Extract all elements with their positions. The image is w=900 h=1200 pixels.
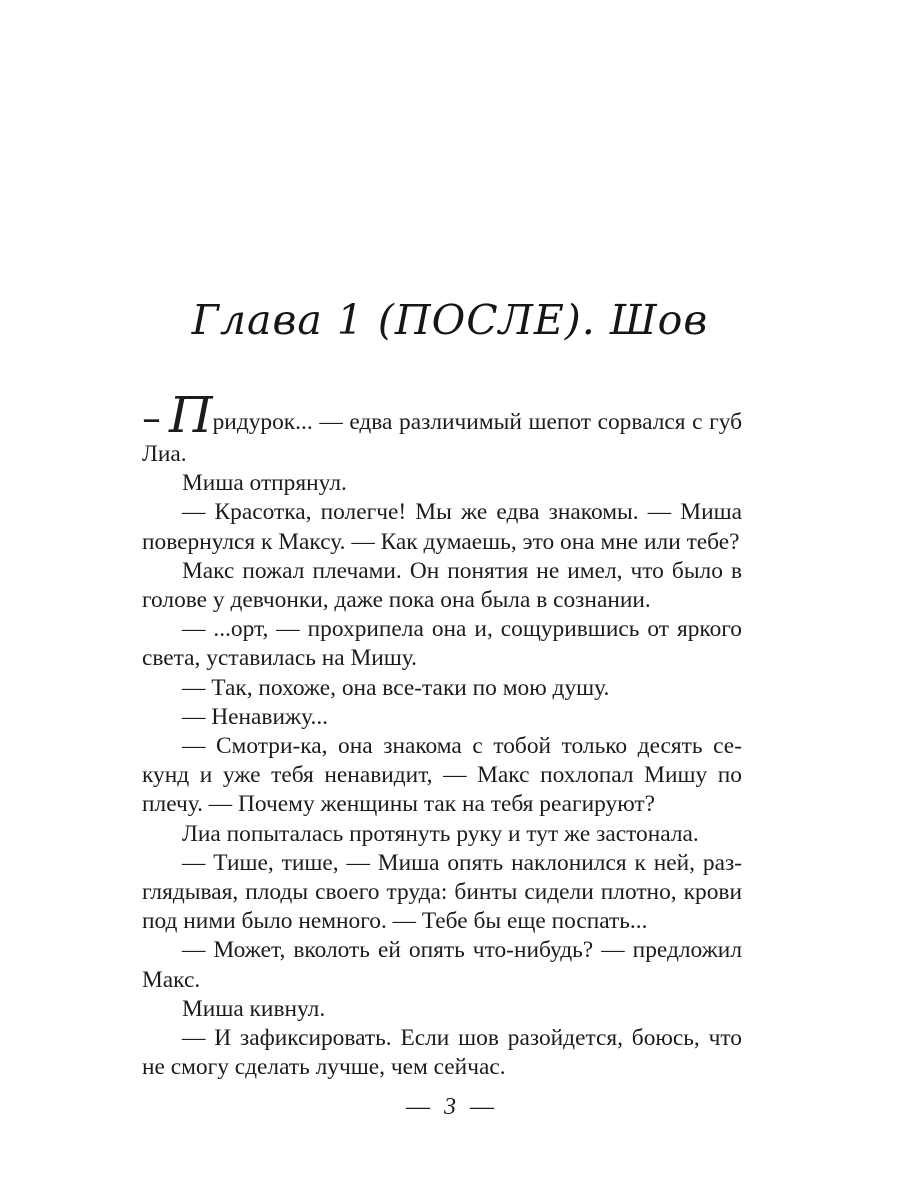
drop-initial: П: [169, 386, 213, 444]
paragraph: — И зафиксировать. Если шов разойдется, боюсь, что не смогу сделать лучше, чем сейчас.: [142, 1025, 742, 1081]
paragraph: — Красотка, полегче! Мы же едва знакомы. — Миша повернулся к Максу. — Как думаешь, это она мне или тебе?: [142, 499, 742, 555]
paragraph: Лиа попыталась протянуть руку и тут же застонала.: [182, 820, 699, 847]
body-text: [142, 386, 742, 1082]
paragraph: — ...орт, — прохрипела она и, сощурившись от яркого света, уставилась на Мишу.: [142, 616, 742, 672]
paragraph: Макс пожал плечами. Он понятия не имел, что было в голове у девчонки, даже пока она была в сознании.: [142, 557, 742, 614]
page-number-left-dash: —: [406, 1094, 430, 1120]
paragraph: Миша отпрянул.: [182, 470, 347, 497]
opening-dash: –: [142, 396, 161, 440]
paragraph: — Смотри-ка, она знакома с тобой только десять секунд и уже тебя ненавидит, — Макс похлопал Мишу по плечу. — Почему женщины так на тебя реагируют?: [142, 733, 742, 818]
paragraph: — Тише, тише, — Миша опять наклонился к ней, разглядывая, плоды своего труда: бинты сидели плотно, крови под ними было немного. — Тебе бы еще поспать...: [142, 849, 742, 935]
paragraph: Миша кивнул.: [182, 995, 326, 1022]
page-number-right-dash: —: [470, 1094, 494, 1120]
chapter-title: Глава 1 (ПОСЛЕ). Шов: [191, 296, 709, 344]
opening-text: ридурок... — едва различимый шепот сорвался с губ Лиа.: [142, 409, 742, 467]
page-number: [0, 1094, 900, 1121]
paragraph: — Ненавижу...: [182, 703, 329, 730]
paragraph: — Так, похоже, она все-таки по мою душу.: [182, 674, 610, 701]
page-number-value: 3: [444, 1094, 456, 1120]
paragraph: — Может, вколоть ей опять что-нибудь? — предложил Макс.: [142, 937, 742, 993]
opening-paragraph: [142, 386, 742, 469]
